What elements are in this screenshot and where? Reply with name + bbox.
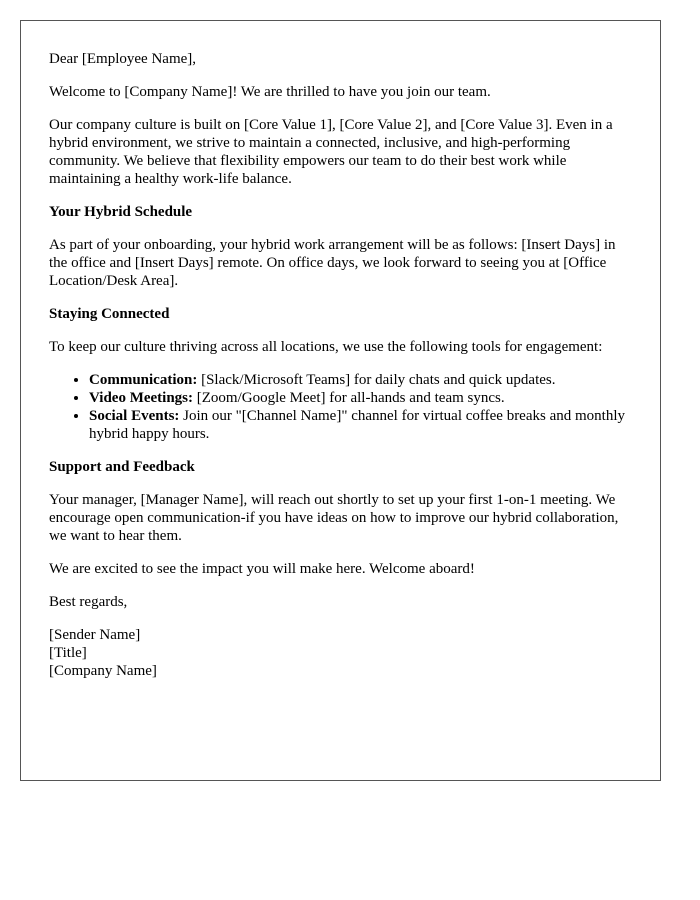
- sender-company: [Company Name]: [49, 663, 157, 679]
- schedule-paragraph: As part of your onboarding, your hybrid work arrangement will be as follows: [Insert Days] in the office and [Insert Days] remote. On office days, we look forward to seeing you at [Office Location/Desk Area].: [49, 237, 616, 289]
- list-item: [89, 407, 632, 443]
- signature-block: [49, 626, 632, 680]
- closing-paragraph: We are excited to see the impact you will make here. Welcome aboard!: [49, 561, 475, 577]
- tool-text: [Slack/Microsoft Teams] for daily chats and quick updates.: [197, 372, 556, 388]
- signoff: Best regards,: [49, 594, 128, 610]
- tools-list: [49, 371, 632, 443]
- culture-paragraph: Our company culture is built on [Core Value 1], [Core Value 2], and [Core Value 3]. Even in a hybrid environment, we strive to maintain a connected, inclusive, and high-performing community. We believe that flexibility empowers our team to do their best work while maintaining a healthy work-life balance.: [49, 117, 613, 187]
- letter-page: [20, 20, 661, 781]
- connected-intro: To keep our culture thriving across all locations, we use the following tools for engagement:: [49, 339, 603, 355]
- tool-label: Video Meetings:: [89, 390, 194, 406]
- greeting: Dear [Employee Name],: [49, 51, 197, 67]
- welcome-paragraph: Welcome to [Company Name]! We are thrilled to have you join our team.: [49, 84, 491, 100]
- tool-label: Communication:: [89, 372, 198, 388]
- connected-heading: Staying Connected: [49, 306, 170, 322]
- list-item: [89, 371, 632, 389]
- tool-label: Social Events:: [89, 408, 180, 424]
- schedule-heading: Your Hybrid Schedule: [49, 204, 193, 220]
- tool-text: Join our "[Channel Name]" channel for virtual coffee breaks and monthly hybrid happy hours.: [89, 408, 625, 442]
- support-paragraph: Your manager, [Manager Name], will reach out shortly to set up your first 1-on-1 meeting. We encourage open communication-if you have ideas on how to improve our hybrid collaboration, we want to hear them.: [49, 492, 619, 544]
- support-heading: Support and Feedback: [49, 459, 195, 475]
- tool-text: [Zoom/Google Meet] for all-hands and team syncs.: [193, 390, 505, 406]
- sender-title: [Title]: [49, 645, 87, 661]
- sender-name: [Sender Name]: [49, 627, 141, 643]
- list-item: [89, 389, 632, 407]
